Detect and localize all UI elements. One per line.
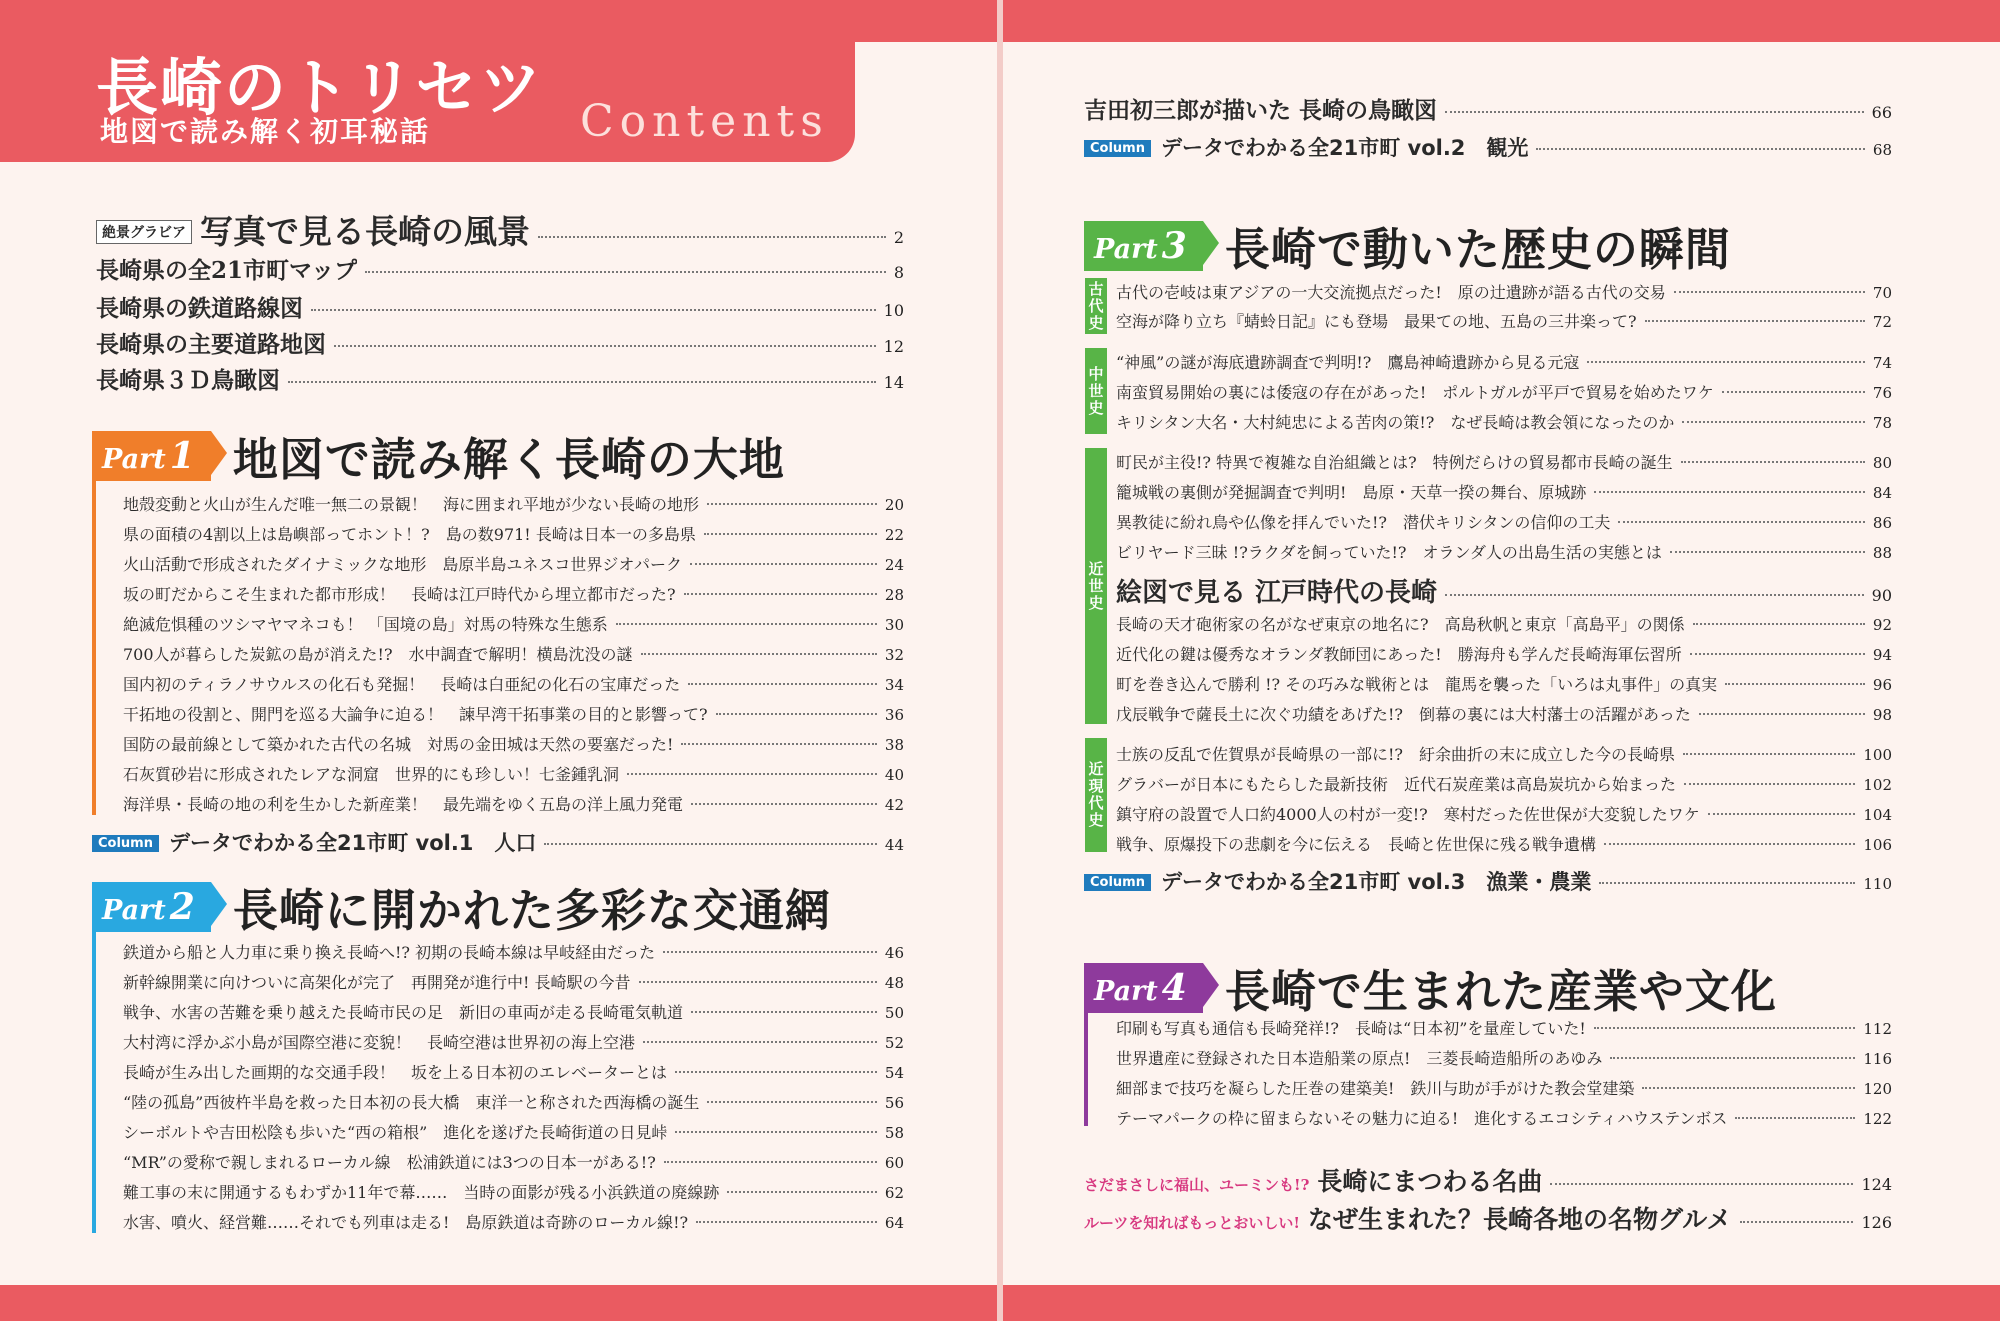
entry-title: 国内初のティラノサウルスの化石も発掘！ 長崎は白亜紀の化石の宝庫だった	[123, 675, 681, 694]
entry-lead: さだまさしに福山、ユーミンも!?	[1084, 1176, 1310, 1194]
leader-dots	[716, 713, 877, 715]
toc-entry-extra[interactable]	[1084, 1200, 1892, 1236]
entry-page: 88	[1872, 544, 1892, 562]
toc-entry[interactable]	[96, 252, 904, 285]
entry-title: キリシタン大名・大村純忠による苦肉の策!? なぜ長崎は教会領になったのか	[1116, 413, 1675, 432]
entry-page: 8	[893, 263, 904, 282]
toc-entry[interactable]	[96, 290, 904, 323]
toc-entry[interactable]	[1116, 672, 1892, 695]
entry-title: 鎮守府の設置で人口約4000人の村が一変!? 寒村だった佐世保が大変貌したワケ	[1116, 805, 1700, 824]
entry-page: 66	[1871, 103, 1892, 122]
leader-dots	[675, 1071, 877, 1073]
toc-entry[interactable]	[1116, 742, 1892, 765]
entry-title: 異教徒に紛れ鳥や仏像を拝んでいた!? 潜伏キリシタンの信仰の工夫	[1116, 513, 1611, 532]
entry-page: 96	[1872, 676, 1892, 694]
toc-entry[interactable]	[1116, 510, 1892, 533]
leader-dots	[1642, 1087, 1855, 1089]
entry-page: 70	[1872, 284, 1892, 302]
toc-entry[interactable]	[1116, 410, 1892, 433]
entry-title: 地殻変動と火山が生んだ唯一無二の景観！ 海に囲まれ平地が少ない長崎の地形	[123, 495, 700, 514]
leader-dots	[538, 236, 886, 238]
toc-entry[interactable]	[123, 642, 904, 665]
leader-dots	[1536, 148, 1864, 150]
entry-page: 14	[883, 373, 904, 392]
entry-page: 54	[884, 1064, 904, 1082]
entry-page: 36	[884, 706, 904, 724]
entry-title: 干拓地の役割と、開門を巡る大論争に迫る！ 諫早湾干拓事業の目的と影響って?	[123, 705, 708, 724]
entry-page: 34	[884, 676, 904, 694]
toc-entry[interactable]	[123, 1060, 904, 1083]
leader-dots	[627, 773, 877, 775]
leader-dots	[1699, 713, 1865, 715]
era-label-kinsei: 近世史	[1085, 448, 1107, 724]
toc-entry[interactable]	[1116, 1046, 1892, 1069]
entry-title: 長崎県の主要道路地図	[96, 331, 326, 358]
leader-dots	[691, 803, 877, 805]
leader-dots	[1708, 813, 1856, 815]
leader-dots	[1587, 361, 1865, 363]
part4-heading[interactable]	[1084, 955, 1777, 1020]
entry-title: シーボルトや吉田松陰も歩いた“西の箱根” 進化を遂げた長崎街道の日見峠	[123, 1123, 668, 1142]
entry-title: 細部まで技巧を凝らした圧巻の建築美! 鉄川与助が手がけた教会堂建築	[1116, 1079, 1635, 1098]
entry-title: 火山活動で形成されたダイナミックな地形 島原半島ユネスコ世界ジオパーク	[123, 555, 683, 574]
leader-dots	[1445, 111, 1864, 113]
entry-title: 近代化の鍵は優秀なオランダ教師団にあった! 勝海舟も学んだ長崎海軍伝習所	[1116, 645, 1682, 664]
entry-title: 戦争、水害の苦難を乗り越えた長崎市民の足 新旧の車両が走る長崎電気軌道	[123, 1003, 684, 1022]
leader-dots	[1674, 291, 1865, 293]
column-entry[interactable]	[1084, 132, 1892, 162]
entry-title: 国防の最前線として築かれた古代の名城 対馬の金田城は天然の要塞だった!	[123, 735, 674, 754]
leader-dots	[1670, 551, 1865, 553]
toc-entry[interactable]	[1116, 450, 1892, 473]
entry-title: 戦争、原爆投下の悲劇を今に伝える 長崎と佐世保に残る戦争遺構	[1116, 835, 1597, 854]
toc-entry[interactable]	[1116, 802, 1892, 825]
entry-page: 126	[1861, 1213, 1892, 1232]
book-title: 長崎のトリセツ	[96, 51, 544, 124]
era-label-kingendai: 近現代史	[1085, 738, 1107, 852]
entry-page: 12	[883, 337, 904, 356]
entry-title: 空海が降り立ち『蜻蛉日記』にも登場 最果ての地、五島の三井楽って?	[1116, 312, 1637, 331]
toc-entry[interactable]	[123, 702, 904, 725]
leader-dots	[664, 1161, 877, 1163]
entry-page: 112	[1863, 1020, 1892, 1038]
entry-page: 44	[884, 836, 904, 854]
entry-title: 南蛮貿易開始の裏には倭寇の存在があった! ポルトガルが平戸で貿易を始めたワケ	[1116, 383, 1714, 402]
entry-page: 48	[884, 974, 904, 992]
entry-title: 士族の反乱で佐賀県が長崎県の一部に!? 紆余曲折の末に成立した今の長崎県	[1116, 745, 1676, 764]
entry-page: 124	[1861, 1175, 1892, 1194]
leader-dots	[1645, 320, 1865, 322]
entry-title: データでわかる全21市町 vol.3 漁業・農業	[1160, 870, 1592, 894]
toc-entry[interactable]	[123, 1150, 904, 1173]
entry-page: 60	[884, 1154, 904, 1172]
toc-entry[interactable]	[123, 732, 904, 755]
toc-entry[interactable]	[1116, 280, 1892, 303]
entry-title: データでわかる全21市町 vol.1 人口	[168, 831, 537, 855]
toc-entry[interactable]	[123, 762, 904, 785]
toc-entry[interactable]	[1116, 702, 1892, 725]
part2-heading[interactable]	[92, 874, 831, 939]
entry-title: 写真で見る長崎の風景	[200, 212, 530, 251]
toc-entry[interactable]	[123, 492, 904, 515]
entry-title: 世界遺産に登録された日本造船業の原点! 三菱長崎造船所のあゆみ	[1116, 1049, 1603, 1068]
book-subtitle: 地図で読み解く初耳秘話	[100, 115, 431, 148]
entry-title: 新幹線開業に向けついに高架化が完了 再開発が進行中! 長崎駅の今昔	[123, 973, 631, 992]
entry-page: 98	[1872, 706, 1892, 724]
leader-dots	[691, 1011, 877, 1013]
leader-dots	[1604, 843, 1855, 845]
leader-dots	[690, 563, 877, 565]
leader-dots	[365, 271, 886, 273]
leader-dots	[675, 1131, 877, 1133]
era-label-kodai: 古代史	[1085, 278, 1107, 334]
toc-entry[interactable]	[1116, 380, 1892, 403]
entry-title: 古代の壱岐は東アジアの一大交流拠点だった! 原の辻遺跡が語る古代の交易	[1116, 283, 1666, 302]
toc-entry[interactable]	[1116, 480, 1892, 503]
toc-entry[interactable]	[123, 1000, 904, 1023]
entry-page: 74	[1872, 354, 1892, 372]
entry-title: 吉田初三郎が描いた 長崎の鳥瞰図	[1084, 97, 1438, 124]
leader-dots	[288, 381, 876, 383]
leader-dots	[1594, 491, 1864, 493]
entry-page: 110	[1863, 875, 1892, 893]
entry-page: 122	[1863, 1110, 1892, 1128]
leader-dots	[641, 653, 877, 655]
leader-dots	[544, 843, 876, 845]
leader-dots	[1722, 391, 1865, 393]
toc-entry[interactable]	[1116, 832, 1892, 855]
toc-entry[interactable]	[123, 792, 904, 815]
entry-title: 町民が主役!? 特異で複雑な自治組織とは? 特例だらけの貿易都市長崎の誕生	[1116, 453, 1673, 472]
era-label-chusei: 中世史	[1085, 348, 1107, 434]
entry-page: 68	[1872, 141, 1892, 159]
toc-entry[interactable]	[1116, 1106, 1892, 1129]
toc-entry[interactable]	[1116, 642, 1892, 665]
entry-title: 絶滅危惧種のツシマヤマネコも！ 「国境の島」対馬の特殊な生態系	[123, 615, 608, 634]
contents-label: Contents	[580, 96, 829, 147]
column-badge: Column	[1084, 140, 1151, 157]
toc-entry[interactable]	[1084, 92, 1892, 125]
entry-title: ビリヤード三昧 !?ラクダを飼っていた!? オランダ人の出島生活の実態とは	[1116, 543, 1662, 562]
leader-dots	[1683, 753, 1855, 755]
entry-title: テーマパークの枠に留まらないその魅力に迫る! 進化するエコシティハウステンボス	[1116, 1109, 1728, 1128]
entry-page: 86	[1872, 514, 1892, 532]
entry-page: 116	[1863, 1050, 1892, 1068]
entry-title: 難工事の末に開通するもわずか11年で幕…… 当時の面影が残る小浜鉄道の廃線跡	[123, 1183, 720, 1202]
toc-entry[interactable]	[123, 612, 904, 635]
leader-dots	[1735, 1117, 1855, 1119]
toc-entry[interactable]	[123, 672, 904, 695]
toc-entry[interactable]	[123, 1180, 904, 1203]
entry-title: グラバーが日本にもたらした最新技術 近代石炭産業は高島炭坑から始まった	[1116, 775, 1677, 794]
toc-entry[interactable]	[123, 1030, 904, 1053]
leader-dots	[639, 981, 877, 983]
entry-title: “MR”の愛称で親しまれるローカル線 松浦鉄道には3つの日本一がある!?	[123, 1153, 656, 1172]
toc-entry[interactable]	[123, 1210, 904, 1233]
leader-dots	[1725, 683, 1865, 685]
entry-page: 104	[1863, 806, 1892, 824]
gravure-tag: 絶景グラビア	[96, 220, 192, 244]
leader-dots	[681, 743, 876, 745]
leader-dots	[1550, 1183, 1853, 1185]
part4-title: 長崎で生まれた産業や文化	[1224, 965, 1777, 1018]
leader-dots	[1681, 461, 1865, 463]
leader-dots	[1693, 623, 1865, 625]
entry-title: 鉄道から船と人力車に乗り換え長崎へ!? 初期の長崎本線は早岐経由だった	[123, 943, 656, 962]
column-badge: Column	[92, 835, 159, 852]
entry-title: “神風”の謎が海底遺跡調査で判明!? 鷹島神崎遺跡から見る元寇	[1116, 353, 1580, 372]
leader-dots	[1610, 1057, 1855, 1059]
entry-page: 30	[884, 616, 904, 634]
part1-heading[interactable]	[92, 423, 785, 488]
toc-entry[interactable]	[123, 1120, 904, 1143]
toc-entry[interactable]	[123, 552, 904, 575]
entry-page: 90	[1871, 586, 1892, 605]
entry-page: 22	[884, 526, 904, 544]
leader-dots	[616, 623, 877, 625]
leader-dots	[1618, 521, 1865, 523]
entry-page: 2	[893, 228, 904, 247]
entry-lead: ルーツを知ればもっとおいしい!	[1084, 1214, 1300, 1232]
entry-title: 県の面積の4割以上は島嶼部ってホント！? 島の数971! 長崎は日本一の多島県	[123, 525, 696, 544]
entry-title: 長崎の天才砲術家の名がなぜ東京の地名に? 高島秋帆と東京「高島平」の関係	[1116, 615, 1685, 634]
column-badge: Column	[1084, 874, 1151, 891]
entry-page: 100	[1863, 746, 1892, 764]
entry-page: 120	[1863, 1080, 1892, 1098]
entry-title: 長崎県３Ｄ鳥瞰図	[96, 367, 280, 394]
entry-page: 56	[884, 1094, 904, 1112]
entry-page: 84	[1872, 484, 1892, 502]
part4-rule	[1084, 1002, 1088, 1126]
toc-entry[interactable]	[96, 206, 904, 253]
leader-dots	[1599, 882, 1855, 884]
entry-title: データでわかる全21市町 vol.2 観光	[1160, 136, 1529, 160]
part4-badge: Part 4	[1084, 963, 1203, 1013]
entry-page: 28	[884, 586, 904, 604]
part3-heading[interactable]	[1084, 213, 1731, 278]
column-entry[interactable]	[92, 827, 904, 857]
entry-title: “陸の孤島”西彼杵半島を救った日本初の長大橋 東洋一と称された西海橋の誕生	[123, 1093, 700, 1112]
toc-entry-feature[interactable]	[1116, 572, 1892, 609]
entry-page: 40	[884, 766, 904, 784]
entry-page: 102	[1863, 776, 1892, 794]
leader-dots	[1684, 783, 1855, 785]
leader-dots	[1445, 594, 1864, 596]
part1-badge: Part 1	[92, 431, 211, 481]
toc-entry[interactable]	[1116, 1016, 1892, 1039]
entry-page: 32	[884, 646, 904, 664]
entry-title: 坂の町だからこそ生まれた都市形成！ 長崎は江戸時代から埋立都市だった?	[123, 585, 676, 604]
toc-entry[interactable]	[123, 970, 904, 993]
entry-title: 長崎が生み出した画期的な交通手段！ 坂を上る日本初のエレベーターとは	[123, 1063, 668, 1082]
part2-rule	[92, 921, 96, 1233]
entry-title: 長崎県の全21市町マップ	[96, 257, 358, 284]
entry-page: 80	[1872, 454, 1892, 472]
leader-dots	[1594, 1027, 1856, 1029]
entry-page: 46	[884, 944, 904, 962]
leader-dots	[684, 593, 877, 595]
part2-badge: Part 2	[92, 882, 211, 932]
leader-dots	[707, 1101, 877, 1103]
leader-dots	[1690, 653, 1865, 655]
toc-entry[interactable]	[123, 940, 904, 963]
toc-entry[interactable]	[1116, 309, 1892, 332]
entry-title: 長崎にまつわる名曲	[1317, 1167, 1543, 1196]
entry-title: なぜ生まれた？長崎各地の名物グルメ	[1308, 1205, 1732, 1234]
entry-page: 38	[884, 736, 904, 754]
column-entry[interactable]	[1084, 866, 1892, 896]
toc-entry[interactable]	[96, 362, 904, 395]
entry-page: 62	[884, 1184, 904, 1202]
entry-title: 戊辰戦争で薩長土に次ぐ功績をあげた!? 倒幕の裏には大村藩士の活躍があった	[1116, 705, 1691, 724]
entry-title: 長崎県の鉄道路線図	[96, 295, 303, 322]
entry-title: 大村湾に浮かぶ小島が国際空港に変貌！ 長崎空港は世界初の海上空港	[123, 1033, 636, 1052]
leader-dots	[1682, 421, 1865, 423]
entry-page: 94	[1872, 646, 1892, 664]
entry-page: 50	[884, 1004, 904, 1022]
part1-title: 地図で読み解く長崎の大地	[232, 433, 785, 486]
toc-entry-extra[interactable]	[1084, 1162, 1892, 1198]
toc-entry[interactable]	[123, 582, 904, 605]
toc-entry[interactable]	[123, 522, 904, 545]
entry-page: 92	[1872, 616, 1892, 634]
toc-entry[interactable]	[123, 1090, 904, 1113]
toc-entry[interactable]	[1116, 772, 1892, 795]
entry-page: 42	[884, 796, 904, 814]
entry-page: 10	[883, 301, 904, 320]
leader-dots	[334, 345, 876, 347]
entry-page: 20	[884, 496, 904, 514]
leader-dots	[704, 533, 877, 535]
part2-title: 長崎に開かれた多彩な交通網	[232, 884, 831, 937]
leader-dots	[727, 1191, 877, 1193]
leader-dots	[707, 503, 877, 505]
leader-dots	[1740, 1221, 1854, 1223]
toc-entry[interactable]	[1116, 350, 1892, 373]
leader-dots	[663, 951, 877, 953]
toc-entry[interactable]	[96, 326, 904, 359]
toc-entry[interactable]	[1116, 612, 1892, 635]
entry-page: 58	[884, 1124, 904, 1142]
entry-title: 700人が暮らした炭鉱の島が消えた!? 水中調査で解明！横島沈没の謎	[123, 645, 633, 664]
part3-title: 長崎で動いた歴史の瞬間	[1224, 223, 1731, 276]
entry-page: 64	[884, 1214, 904, 1232]
part1-rule	[92, 470, 96, 815]
entry-title: 印刷も写真も通信も長崎発祥!? 長崎は“日本初”を量産していた!	[1116, 1019, 1586, 1038]
leader-dots	[643, 1041, 877, 1043]
entry-title: 水害、噴火、経営難……それでも列車は走る! 島原鉄道は奇跡のローカル線!?	[123, 1213, 689, 1232]
entry-title: 町を巻き込んで勝利 !? その巧みな戦術とは 龍馬を襲った「いろは丸事件」の真実	[1116, 675, 1718, 694]
toc-entry[interactable]	[1116, 540, 1892, 563]
entry-page: 24	[884, 556, 904, 574]
leader-dots	[311, 309, 876, 311]
part3-badge: Part 3	[1084, 221, 1203, 271]
entry-page: 72	[1872, 313, 1892, 331]
entry-page: 106	[1863, 836, 1892, 854]
entry-page: 78	[1872, 414, 1892, 432]
page-gutter	[997, 0, 1003, 1321]
entry-title: 籠城戦の裏側が発掘調査で判明! 島原・天草一揆の舞台、原城跡	[1116, 483, 1587, 502]
entry-title: 海洋県・長崎の地の利を生かした新産業！ 最先端をゆく五島の洋上風力発電	[123, 795, 684, 814]
entry-page: 52	[884, 1034, 904, 1052]
header-panel	[0, 0, 855, 162]
toc-entry[interactable]	[1116, 1076, 1892, 1099]
leader-dots	[696, 1221, 877, 1223]
entry-page: 76	[1872, 384, 1892, 402]
entry-title: 石灰質砂岩に形成されたレアな洞窟 世界的にも珍しい！七釜鍾乳洞	[123, 765, 620, 784]
leader-dots	[688, 683, 877, 685]
entry-title: 絵図で見る 江戸時代の長崎	[1116, 578, 1438, 608]
